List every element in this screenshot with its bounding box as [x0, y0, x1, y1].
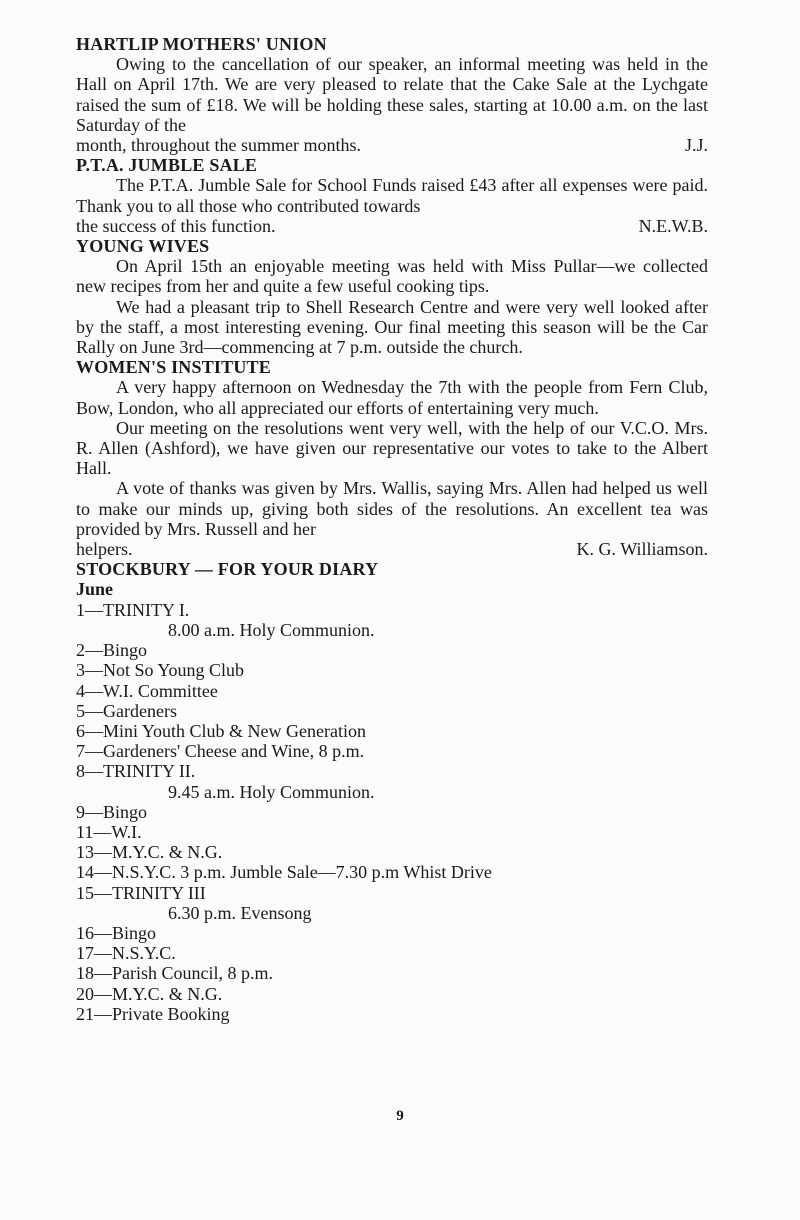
- diary-entry: 4—W.I. Committee: [76, 680, 218, 701]
- diary-entry: 15—TRINITY III: [76, 882, 206, 903]
- section-heading-pta-jumble-sale: P.T.A. JUMBLE SALE: [76, 155, 258, 176]
- diary-entry: 14—N.S.Y.C. 3 p.m. Jumble Sale—7.30 p.m Whist Drive: [76, 862, 492, 883]
- diary-entry: 20—M.Y.C. & N.G.: [76, 983, 223, 1004]
- section-paragraph: Our meeting on the resolutions went very well, with the help of our V.C.O. Mrs. R. Allen (Ashford), we have given our representative our votes to take to the Albert Hall.: [76, 417, 708, 479]
- section-heading-diary: STOCKBURY — FOR YOUR DIARY: [76, 559, 379, 580]
- section-paragraph: We had a pleasant trip to Shell Research Centre and were very well looked after by the staff, a most interesting evening. Our final meeting this season will be the Car Rally on June 3rd—commencing at 7 p.m. outside the church.: [76, 296, 708, 358]
- diary-entry: 7—Gardeners' Cheese and Wine, 8 p.m.: [76, 741, 365, 762]
- section-paragraph: Owing to the cancellation of our speaker, an informal meeting was held in the Hall on April 17th. We are very pleased to relate that the Cake Sale at the Lychgate raised the sum of £18. We will be holding these sales, starting at 10.00 a.m. on the last Saturday of the: [76, 54, 708, 135]
- diary-entry-detail: 8.00 a.m. Holy Communion.: [168, 619, 375, 640]
- section-heading-young-wives: YOUNG WIVES: [76, 236, 210, 257]
- diary-entry: 18—Parish Council, 8 p.m.: [76, 963, 273, 984]
- section-paragraph: A very happy afternoon on Wednesday the 7th with the people from Fern Club, Bow, London, who all appreciated our efforts of entertaining very much.: [76, 377, 708, 418]
- diary-entry: 21—Private Booking: [76, 1003, 230, 1024]
- diary-entry-detail: 9.45 a.m. Holy Communion.: [168, 781, 375, 802]
- section-heading-mothers-union: HARTLIP MOTHERS' UNION: [76, 34, 327, 54]
- section-heading-womens-institute: WOMEN'S INSTITUTE: [76, 357, 271, 378]
- signature: J.J.: [684, 135, 708, 156]
- section-paragraph: The P.T.A. Jumble Sale for School Funds raised £43 after all expenses were paid. Thank you to all those who contributed towards: [76, 175, 708, 216]
- signature: K. G. Williamson.: [576, 539, 708, 560]
- text-column: [76, 34, 708, 1024]
- diary-entry: 17—N.S.Y.C.: [76, 943, 176, 964]
- diary-entry: 1—TRINITY I.: [76, 599, 190, 620]
- section-paragraph: A vote of thanks was given by Mrs. Wallis, saying Mrs. Allen had helped us well to make our minds up, giving both sides of the resolutions. An excellent tea was provided by Mrs. Russell and her: [76, 478, 708, 539]
- diary-entry: 13—M.Y.C. & N.G.: [76, 842, 223, 863]
- diary-entry: 3—Not So Young Club: [76, 660, 245, 681]
- diary-entry: 5—Gardeners: [76, 700, 177, 721]
- signature: N.E.W.B.: [638, 215, 708, 236]
- signature-line: [76, 216, 708, 236]
- section-paragraph: On April 15th an enjoyable meeting was held with Miss Pullar—we collected new recipes from her and quite a few useful cooking tips.: [76, 256, 708, 297]
- signature-line: [76, 135, 708, 155]
- diary-entry: 16—Bingo: [76, 922, 157, 943]
- closing-text: the success of this function.: [76, 215, 276, 236]
- closing-text: helpers.: [76, 539, 133, 560]
- diary-month: June: [76, 579, 114, 600]
- signature-line: [76, 539, 708, 559]
- diary-entry: 9—Bingo: [76, 801, 148, 822]
- closing-text: month, throughout the summer months.: [76, 135, 361, 156]
- page-number: 9: [396, 1108, 404, 1124]
- diary-list: [76, 600, 708, 1024]
- diary-entry: 2—Bingo: [76, 640, 148, 661]
- diary-entry-detail: 6.30 p.m. Evensong: [168, 902, 312, 923]
- diary-entry: 8—TRINITY II.: [76, 761, 196, 782]
- diary-entry: 6—Mini Youth Club & New Generation: [76, 720, 366, 741]
- diary-entry: 11—W.I.: [76, 821, 142, 842]
